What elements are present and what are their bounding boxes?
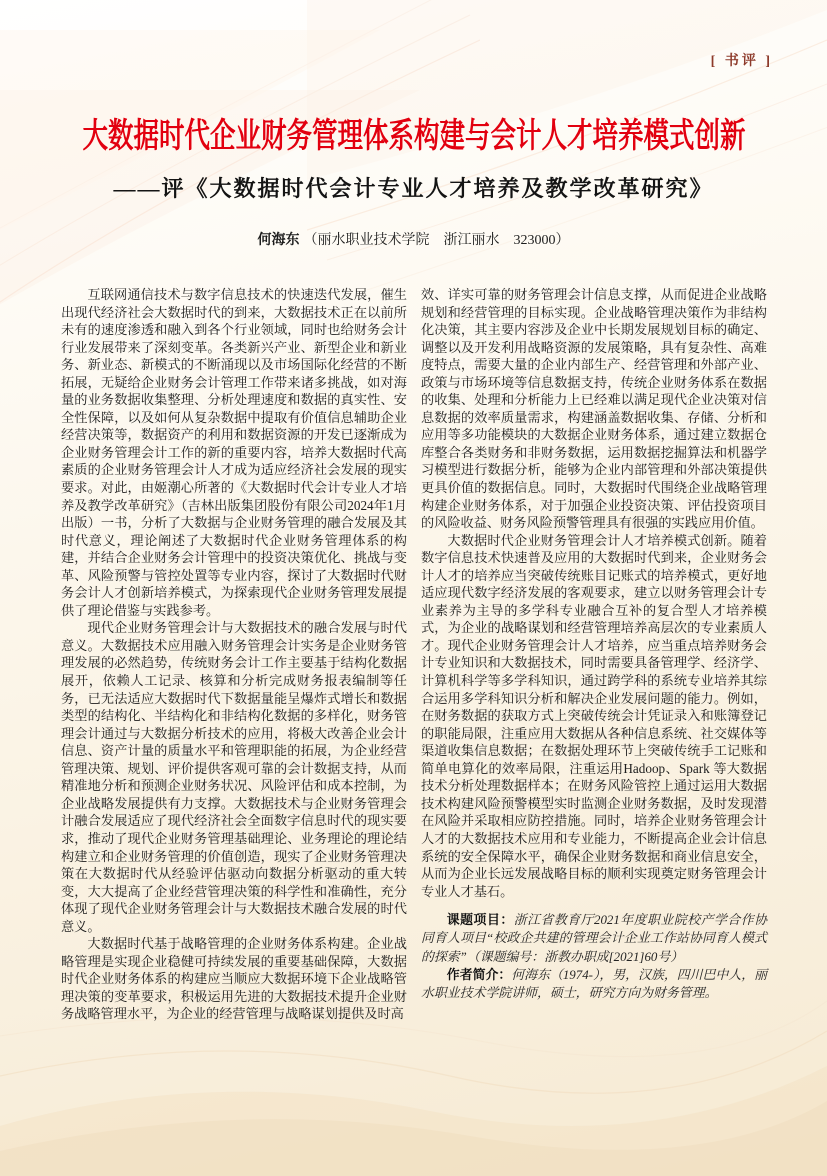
page-tag: [ 书评 ] (710, 54, 773, 69)
footnote-bio-text: 何海东（1974-），男，汉族，四川巴中人，丽水职业技术学院讲师，硕士，研究方向为财务管理。 (421, 967, 768, 1000)
author-line (0, 229, 827, 249)
column-right (421, 286, 767, 1023)
footnote-author-bio (421, 966, 767, 1002)
main-title-text: 大数据时代企业财务管理体系构建与会计人才培养模式创新 (82, 117, 745, 155)
paragraph-introduction: 互联网通信技术与数字信息技术的快速迭代发展，催生出现代经济社会大数据时代的到来，大数据技术正在以前所未有的速度渗透和融入到各个行业领域，同时也给财务会计行业发展带来了深刻变革。各类新兴产业、新型企业和新业务、新业态、新模式的不断涌现以及市场国际化经营的不断拓展，无疑给企业财务会计管理工作带来诸多挑战，如对海量的业务数据收集整理、分析处理速度和数据的真实性、安全性保障，以及如何从复杂数据中提取有价值信息辅助企业经营决策等，数据资产的利用和数据资源的开发已逐渐成为企业财务管理会计工作的新的重要内容，培养大数据时代高素质的企业财务管理会计人才成为适应经济社会发展的现实要求。对此，由姬潮心所著的《大数据时代会计专业人才培养及教学改革研究》（吉林出版集团股份有限公司2024年1月出版）一书，分析了大数据与企业财务管理的融合发展及其时代意义，理论阐述了大数据时代企业财务管理体系的构建，并结合企业财务会计管理中的投资决策优化、挑战与变革、风险预警与管控处置等专业内容，探讨了大数据时代财务会计人才创新培养模式，为探索现代企业财务管理发展提供了理论借鉴与实践参考。 (61, 287, 407, 618)
paragraph-strategy-system-part2: 效、详实可靠的财务管理会计信息支撑，从而促进企业战略规划和经营管理的目标实现。企业战略管理决策作为非结构化决策，其主要内容涉及企业中长期发展规划目标的确定、调整以及开发利用战略资源的发展策略，具有复杂性、高难度特点，需要大量的企业内部生产、经营管理和外部产业、政策与市场环境等信息数据支持，传统企业财务体系在数据的收集、处理和分析能力上已经难以满足现代企业决策对信息数据的效率质量需求，构建涵盖数据收集、存储、分析和应用等多功能模块的大数据企业财务体系，通过建立数据仓库整合各类财务和非财务数据，运用数据挖掘算法和机器学习模型进行数据分析，能够为企业内部管理和外部决策提供更具价值的数据信息。同时，大数据时代围绕企业战略管理构建企业财务体系，对于加强企业投资决策、评估投资项目的风险收益、财务风险预警管理具有很强的实践应用价值。 (421, 287, 767, 531)
author-name: 何海东 (257, 231, 300, 247)
footnote-project-label: 课题项目： (446, 912, 514, 928)
article-body (61, 286, 768, 1023)
paragraph-fusion-significance: 现代企业财务管理会计与大数据技术的融合发展与时代意义。大数据技术应用融入财务管理会计实务是企业财务管理发展的必然趋势，传统财务会计工作主要基于结构化数据展开，依赖人工记录、核算和分析完成财务报表编制等任务，已无法适应大数据时代下数据量能呈爆炸式增长和数据类型的结构化、半结构化和非结构化数据的多样化，财务管理会计通过与大数据分析技术的应用，将极大改善企业会计信息、资产计量的质量水平和管理职能的拓展，为企业经营管理决策、规划、评价提供客观可靠的会计数据支持，从而精准地分析和预测企业财务状况、风险评估和成本控制，为企业战略发展提供有力支撑。大数据技术与企业财务管理会计融合发展适应了现代经济社会全面数字信息时代的现实要求，推动了现代企业财务管理基础理论、业务理论的理论结构建立和企业财务管理的价值创造，现实了企业财务管理决策在大数据时代从经验评估驱动向数据分析驱动的重大转变，大大提高了企业经营管理决策的科学性和准确性，充分体现了现代企业财务管理会计与大数据技术融合发展的时代意义。 (61, 620, 407, 934)
paragraph-strategy-system-part1: 大数据时代基于战略管理的企业财务体系构建。企业战略管理是实现企业稳健可持续发展的重要基础保障，大数据时代企业财务体系的构建应当顺应大数据环境下企业战略管理决策的变革要求，积极运用先进的大数据技术提升企业财务战略管理水平，为企业的经营管理与战略谋划提供及时高 (61, 936, 407, 1022)
decor-wave-top-left (0, 0, 480, 330)
footnotes (421, 911, 767, 1002)
column-left (61, 286, 407, 1023)
footnote-project (421, 911, 767, 966)
main-title (0, 108, 827, 157)
footnote-project-text: 浙江省教育厅2021年度职业院校产学合作协同育人项目“校政企共建的管理会计企业工作站协同育人模式的探索”（课题编号：浙教办职成[2021]60号） (421, 913, 768, 964)
subtitle: ——评《大数据时代会计专业人才培养及教学改革研究》 (113, 176, 714, 201)
paragraph-talent-cultivation: 大数据时代企业财务管理会计人才培养模式创新。随着数字信息技术快速普及应用的大数据时代到来，企业财务会计人才的培养应当突破传统账目记账式的培养模式，更好地适应现代数字经济发展的客观要求，建立以财务管理会计专业素养为主导的多学科专业融合互补的复合型人才培养模式，为企业的战略谋划和经营管理培养高层次的专业素质人才。现代企业财务管理会计人才培养，应当重点培养财务会计专业知识和大数据技术，同时需要具备管理学、经济学、计算机科学等多学科知识，通过跨学科的系统专业培养其综合运用多学科知识分析和解决企业发展问题的能力。例如，在财务数据的获取方式上突破传统会计凭证录入和账簿登记的职能局限，注重应用大数据从各种信息系统、社交媒体等渠道收集信息数据；在数据处理环节上突破传统手工记账和简单电算化的效率局限，注重运用Hadoop、Spark 等大数据技术分析处理数据样本；在财务风险管控上通过运用大数据技术构建风险预警模型实时监测企业财务数据，及时发现潜在风险并采取相应防控措施。同时，培养企业财务管理会计人才的大数据技术应用和专业能力，不断提高企业会计信息系统的安全保障水平，确保企业财务数据和商业信息安全，从而为企业长远发展战略目标的顺利实现奠定财务管理会计专业人才基石。 (421, 532, 767, 899)
author-affiliation: （丽水职业技术学院 浙江丽水 323000） (303, 233, 570, 248)
footnote-bio-label: 作者简介： (446, 966, 512, 982)
